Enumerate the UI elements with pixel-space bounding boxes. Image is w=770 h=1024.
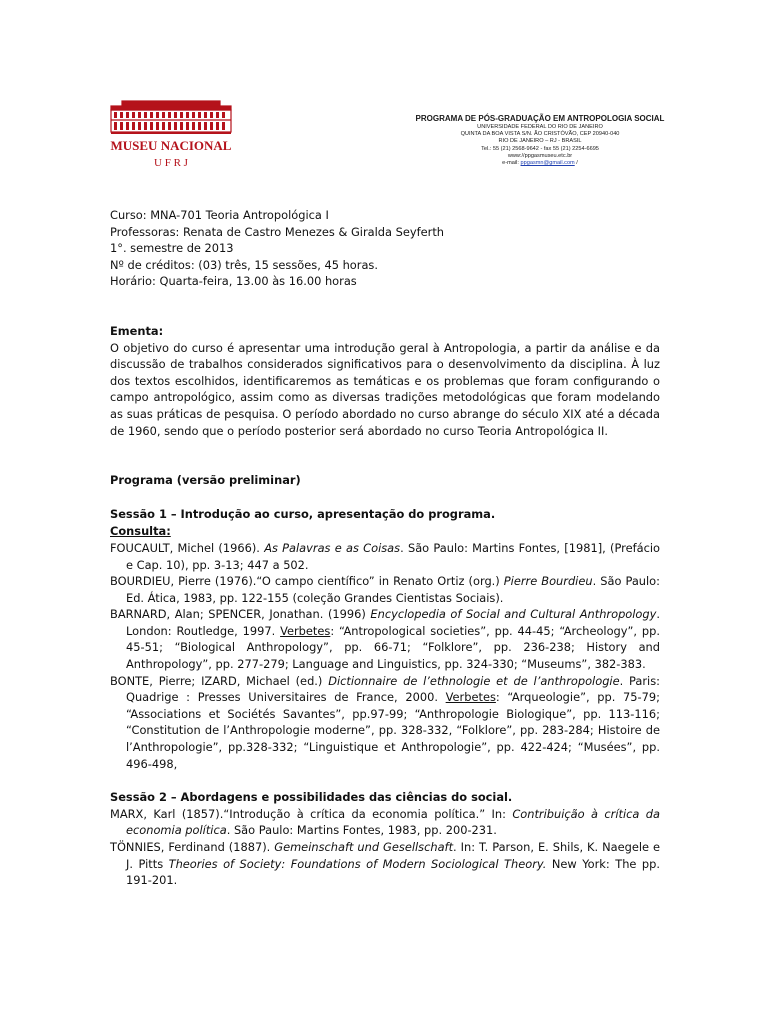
museu-nacional-logo: [108, 98, 234, 172]
ref-title: As Palavras e as Coisas: [264, 540, 401, 555]
ref-title: Pierre Bourdieu: [503, 574, 593, 589]
ref-text: FOUCAULT, Michel (1966).: [110, 540, 265, 555]
ref-text: . São Paulo: Martins Fontes, 1983, pp. 200-231.: [226, 823, 497, 838]
ref-text: BOURDIEU, Pierre (1976).“O campo científico” in Renato Ortiz (org.): [110, 574, 504, 589]
reference-bonte: [110, 673, 660, 773]
email-label: e-mail:: [502, 160, 519, 167]
reference-tonnies: [110, 839, 660, 889]
consulta-heading: Consulta:: [110, 524, 171, 539]
course-name: Curso: MNA-701 Teoria Antropológica I: [110, 208, 329, 222]
ref-text: MARX, Karl (1857).“Introdução à crítica da economia política.” In:: [110, 806, 513, 821]
ementa-text: O objetivo do curso é apresentar uma introdução geral à Antropologia, a partir da análise e da discussão de trabalhos considerados significativos para o desenvolvimento da disciplina. À luz dos textos escolhidos, identificaremos as temáticas e os problemas que foram configurando o campo antropológico, assim como as diversas tradições metodológicas que foram modelando as suas práticas de pesquisa. O período abordado no curso abrange do século XIX até a década de 1960, sendo que o período posterior será abordado no curso Teoria Antropológica II.: [110, 340, 660, 438]
document-body: [110, 207, 660, 889]
ref-text: . London: Routledge, 1997.: [126, 607, 660, 638]
ref-text: BARNARD, Alan; SPENCER, Jonathan. (1996): [110, 607, 371, 622]
logo-title: MUSEU NACIONAL: [110, 138, 232, 153]
ref-title: Gemeinschaft und Gesellschaft: [274, 840, 454, 854]
course-credits: Nº de créditos: (03) três, 15 sessões, 45 horas.: [110, 257, 378, 272]
email-link[interactable]: ppgasmn@gmail.com: [520, 160, 575, 167]
ref-text: . In: T. Parson, E. Shils, K. Naegele e J. Pitts: [126, 840, 660, 871]
course-semester: 1°. semestre de 2013: [110, 241, 234, 256]
session-2-title: Sessão 2 – Abordagens e possibilidades das ciências do social.: [110, 790, 513, 805]
ref-text: BONTE, Pierre; IZARD, Michael (ed.): [110, 673, 329, 688]
ref-text: TÖNNIES, Ferdinand (1887).: [110, 840, 275, 854]
email-trailer: /: [574, 160, 578, 167]
course-info: [110, 207, 660, 290]
phone-line: Tel.: 55 (21) 2568-9642 - fax 55 (21) 2254-6695: [481, 145, 599, 152]
course-schedule: Horário: Quarta-feira, 13.00 às 16.00 horas: [110, 274, 357, 289]
reference-bourdieu: [110, 573, 660, 606]
ref-text: . Paris: Quadrige : Presses Universitaires de France, 2000.: [126, 673, 660, 705]
ementa-title: Ementa:: [110, 323, 164, 338]
program-name: PROGRAMA DE PÓS-GRADUAÇÃO EM ANTROPOLOGIA SOCIAL: [415, 114, 665, 123]
programa-title: Programa (versão preliminar): [110, 473, 301, 488]
session-1-title: Sessão 1 – Introdução ao curso, apresentação do programa.: [110, 506, 496, 521]
email-line: [330, 160, 750, 167]
ref-text: : “Antropological societies”, pp. 44-45; “Archeology”, pp. 45-51; “Biological Anthropology”, pp. 66-71; “Folklore”, pp. 236-238; History and Anthropology”, pp. 277-279; Language and Linguistics, pp. 324-330; “Museums”, 382-383.: [126, 623, 660, 672]
logo-subtitle: U F R J: [154, 157, 188, 169]
ref-text: New York: The pp. 191-201.: [126, 856, 660, 888]
ref-title: Contribuição à crítica da economia política: [126, 806, 660, 838]
ref-verbetes: Verbetes: [280, 623, 331, 638]
reference-foucault: [110, 540, 660, 573]
ref-title: Theories of Society: Foundations of Modern Sociological Theory.: [168, 856, 547, 871]
university-name: UNIVERSIDADE FEDERAL DO RIO DE JANEIRO: [477, 124, 603, 130]
ref-title: Dictionnaire de l’ethnologie et de l’anthropologie: [328, 673, 620, 688]
address-line-2: RIO DE JANEIRO – RJ - BRASIL: [498, 138, 582, 145]
reference-barnard: [110, 606, 660, 672]
website-line: www://ppgasmuseu.etc.br: [507, 152, 573, 159]
ref-text: . São Paulo: Ed. Ática, 1983, pp. 122-155 (coleção Grandes Cientistas Sociais).: [126, 574, 660, 605]
ref-verbetes: Verbetes: [445, 690, 496, 705]
letterhead: [330, 114, 750, 167]
address-line-1: QUINTA DA BOA VISTA S/N. ÃO CRISTÓVÃO, CEP 20940-040: [460, 131, 620, 138]
ref-text: . São Paulo: Martins Fontes, [1981], (Prefácio e Cap. 10), pp. 3-13; 447 a 502.: [126, 540, 660, 572]
ref-text: : “Arqueologie”, pp. 75-79; “Associations et Sociétés Savantes”, pp.97-99; “Anthropologie Biologique”, pp. 113-116; “Constitution de l’Anthropologie moderne”, pp. 328-332, “Folklore”, pp. 283-284; Histoire de l’Anthropologie”, pp.328-332; “Linguistique et Anthropologie”, pp. 422-424; “Musées”, pp. 496-498,: [126, 690, 660, 771]
ref-title: Encyclopedia of Social and Cultural Anthropology: [370, 607, 657, 622]
reference-marx: [110, 806, 660, 839]
course-professors: Professoras: Renata de Castro Menezes & Giralda Seyferth: [110, 224, 444, 239]
